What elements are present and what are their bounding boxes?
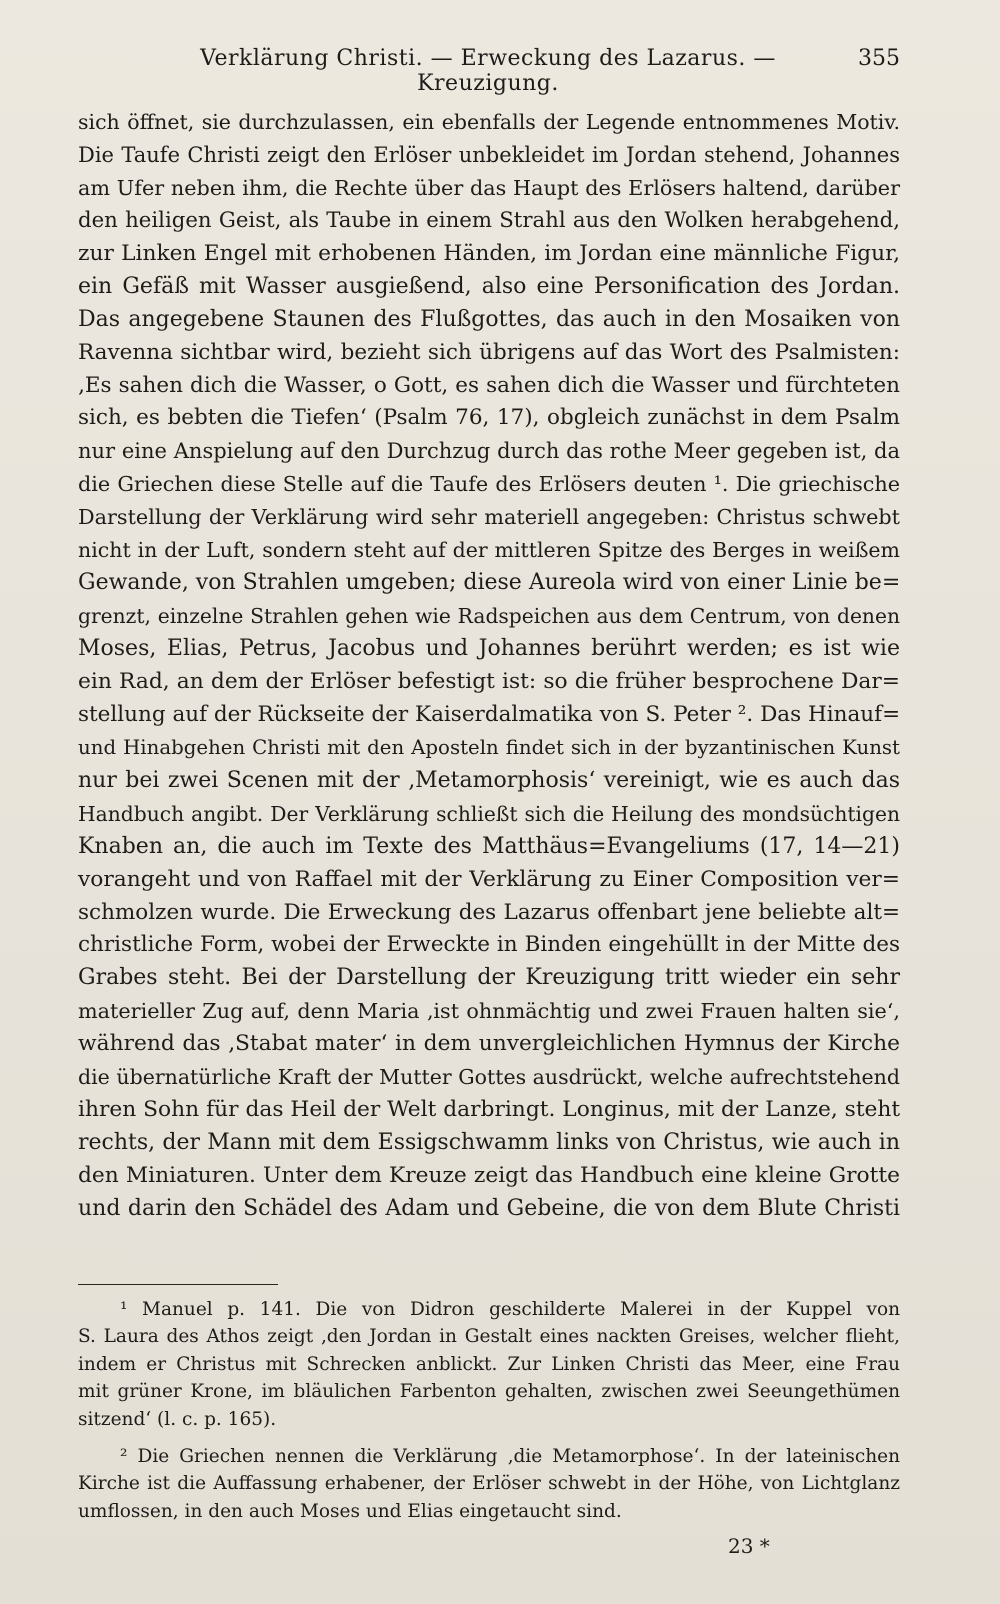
footnote-line: ² Die Griechen nennen die Verklärung ‚die Metamorphose‘. In der lateinischen [120, 1445, 900, 1467]
page-number: 355 [858, 46, 900, 71]
text-line: stellung auf der Rückseite der Kaiserdalmatika von S. Peter ². Das Hinauf= [78, 701, 901, 727]
text-line: ein Gefäß mit Wasser ausgießend, also eine Personification des Jordan. [78, 273, 900, 299]
text-line: ‚Es sahen dich die Wasser, o Gott, es sahen dich die Wasser und fürchteten [78, 372, 900, 398]
text-line: nicht in der Luft, sondern steht auf der mittleren Spitze des Berges in weißem [78, 538, 900, 563]
text-line: Gewande, von Strahlen umgeben; diese Aureola wird von einer Linie be= [78, 570, 901, 596]
text-line: Ravenna sichtbar wird, bezieht sich übrigens auf das Wort des Psalmisten: [78, 339, 900, 365]
footnote-line: mit grüner Krone, im bläulichen Farbenton gehalten, zwischen zwei Seeungethümen [78, 1381, 900, 1403]
text-line: ein Rad, an dem der Erlöser befestigt ist: so die früher besprochene Dar= [78, 668, 900, 694]
footnote-line: Kirche ist die Auffassung erhabener, der Erlöser schwebt in der Höhe, von Lichtglanz [78, 1473, 900, 1495]
text-line: zur Linken Engel mit erhobenen Händen, im Jordan eine männliche Figur, [78, 240, 900, 266]
text-line: rechts, der Mann mit dem Essigschwamm links von Christus, wie auch in [78, 1130, 900, 1156]
text-line: grenzt, einzelne Strahlen gehen wie Radspeichen aus dem Centrum, von denen [78, 604, 900, 629]
text-line: sich öffnet, sie durchzulassen, ein ebenfalls der Legende entnommenes Motiv. [78, 110, 900, 134]
running-head [78, 46, 900, 96]
text-line: Die Taufe Christi zeigt den Erlöser unbekleidet im Jordan stehend, Johannes [78, 142, 900, 167]
footnote-line: ¹ Manuel p. 141. Die von Didron geschilderte Malerei in der Kuppel von [120, 1299, 900, 1320]
text-line: den Miniaturen. Unter dem Kreuze zeigt das Handbuch eine kleine Grotte [78, 1163, 900, 1188]
text-line: Handbuch angibt. Der Verklärung schließt sich die Heilung des mondsüchtigen [78, 801, 900, 826]
text-line: die Griechen diese Stelle auf die Taufe des Erlösers deuten ¹. Die griechische [78, 472, 900, 497]
text-line: und darin den Schädel des Adam und Gebeine, die von dem Blute Christi [78, 1195, 900, 1221]
text-line: Das angegebene Staunen des Flußgottes, das auch in den Mosaiken von [78, 306, 900, 332]
footnote-line: indem er Christus mit Schrecken anblickt. Zur Linken Christi das Meer, eine Frau [78, 1353, 900, 1375]
text-line: Knaben an, die auch im Texte des Matthäus=Evangeliums (17, 14—21) [78, 833, 900, 859]
footnote-separator [78, 1284, 278, 1285]
text-line: nur eine Anspielung auf den Durchzug durch das rothe Meer gegeben ist, da [78, 439, 900, 464]
signature-mark: 23 * [728, 1534, 770, 1558]
footnote-line: sitzend‘ (l. c. p. 165). [78, 1408, 277, 1430]
text-line: die übernatürliche Kraft der Mutter Gottes ausdrückt, welche aufrechtstehend [78, 1065, 900, 1090]
footnote-line: umflossen, in den auch Moses und Elias eingetaucht sind. [78, 1500, 622, 1522]
text-line: Darstellung der Verklärung wird sehr materiell angegeben: Christus schwebt [78, 505, 900, 530]
text-line: sich, es bebten die Tiefen‘ (Psalm 76, 17), obgleich zunächst in dem Psalm [78, 405, 900, 431]
running-title: Verklärung Christi. — Erweckung des Lazarus. — Kreuzigung. [200, 46, 776, 96]
text-line: und Hinabgehen Christi mit den Aposteln findet sich in der byzantinischen Kunst [78, 735, 900, 759]
text-line: materieller Zug auf, denn Maria ‚ist ohnmächtig und zwei Frauen halten sie‘, [78, 999, 900, 1024]
text-line: am Ufer neben ihm, die Rechte über das Haupt des Erlösers haltend, darüber [78, 175, 900, 200]
footnote-line: S. Laura des Athos zeigt ‚den Jordan in Gestalt eines nackten Greises, welcher flieht, [78, 1326, 900, 1348]
text-line: den heiligen Geist, als Taube in einem Strahl aus den Wolken herabgehend, [78, 207, 900, 233]
footnotes [78, 1296, 900, 1525]
text-line: christliche Form, wobei der Erweckte in Binden eingehüllt in der Mitte des [78, 932, 900, 958]
main-text [78, 106, 900, 1226]
text-line: ihren Sohn für das Heil der Welt darbringt. Longinus, mit der Lanze, steht [78, 1097, 901, 1123]
text-line: nur bei zwei Scenen mit der ‚Metamorphosis‘ vereinigt, wie es auch das [78, 767, 900, 793]
text-line: während das ‚Stabat mater‘ in dem unvergleichlichen Hymnus der Kirche [78, 1031, 900, 1057]
text-line: Moses, Elias, Petrus, Jacobus und Johannes berührt werden; es ist wie [78, 636, 900, 661]
footnote-1 [78, 1296, 900, 1433]
text-line: vorangeht und von Raffael mit der Verklärung zu Einer Composition ver= [78, 866, 900, 892]
footnote-2 [78, 1443, 900, 1525]
text-line: schmolzen wurde. Die Erweckung des Lazarus offenbart jene beliebte alt= [78, 899, 900, 925]
text-line: Grabes steht. Bei der Darstellung der Kreuzigung tritt wieder ein sehr [78, 965, 900, 991]
